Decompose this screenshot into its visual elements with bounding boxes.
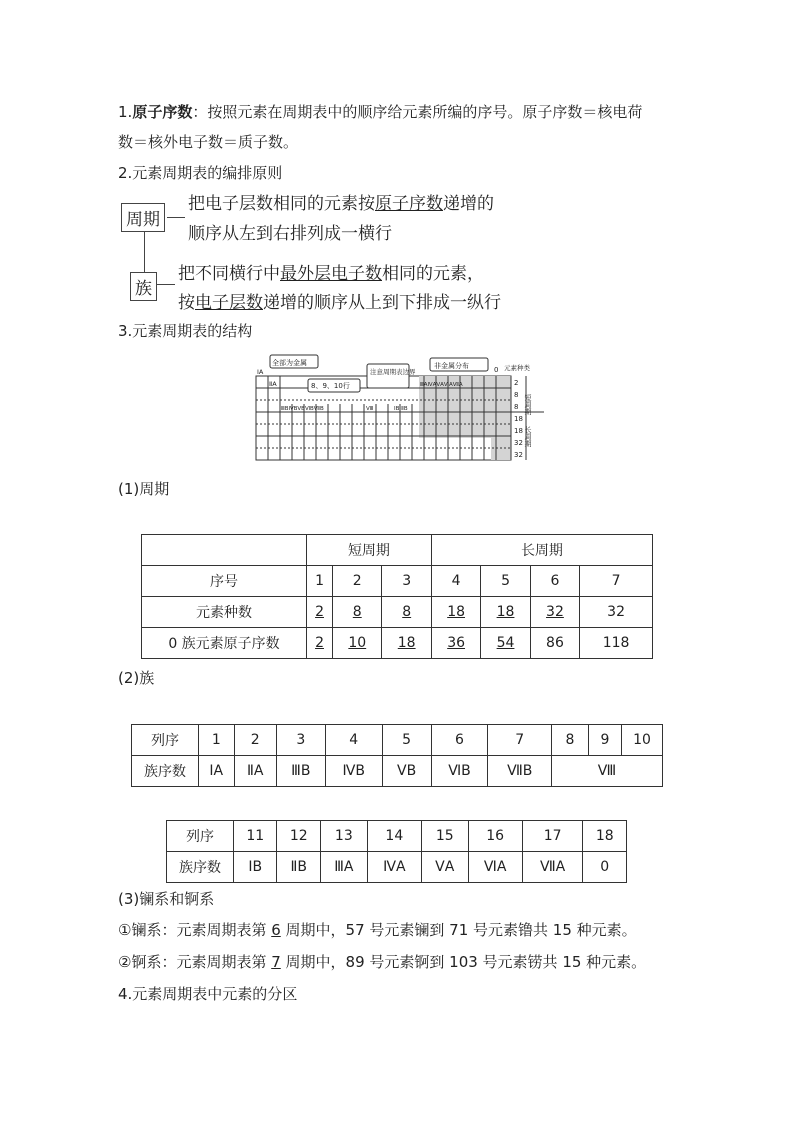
group-table-2 [166, 820, 627, 883]
item2-heading: 2.元素周期表的编排原则 [118, 164, 283, 182]
count-label: 18 [514, 427, 523, 435]
actinide-line: ②锕系：元素周期表第 7 周期中，89 号元素锕到 103 号元素铹共 15 种元素。 [118, 953, 647, 971]
header-long-period: 长周期 [431, 535, 652, 566]
term-atomic-number: 原子序数 [132, 103, 193, 121]
count-label: 8 [514, 391, 519, 399]
group-label-box: 族 [130, 272, 157, 301]
count-label: 32 [514, 439, 523, 447]
period-table [141, 534, 653, 659]
ln-ac-heading: (3)镧系和锕系 [118, 890, 215, 908]
period-rule-line2: 顺序从左到右排列成一横行 [188, 224, 392, 244]
text-zero: 0 [494, 366, 499, 374]
text-b-right: ⅠB ⅡB [394, 406, 408, 412]
group-heading: (2)族 [118, 669, 155, 687]
count-label: 8 [514, 403, 519, 411]
item3-heading: 3.元素周期表的结构 [118, 322, 253, 340]
text-iia: ⅡA [269, 380, 277, 388]
text-a-right: ⅢAⅣAⅤAⅥAⅦA [420, 382, 463, 388]
item1-line2: 数＝核外电子数＝质子数。 [118, 133, 299, 151]
text-nonmetal: 非金属分布 [434, 362, 469, 370]
text-kinds: 元素种类 [504, 364, 530, 372]
connector-vertical [144, 232, 145, 272]
count-label: 18 [514, 415, 523, 423]
item1-line1 [118, 101, 642, 123]
connector-line-2 [157, 284, 175, 285]
period-rule-line1: 把电子层数相同的元素按原子序数递增的 [188, 194, 494, 214]
group-rule-line1: 把不同横行中最外层电子数相同的元素， [178, 264, 484, 284]
table-row: 序号 1 2 3 4 5 6 7 [142, 566, 653, 597]
table-row: 列序 11 12 13 14 15 16 17 18 [167, 821, 627, 852]
text-boundary: 注意周期表边界 [370, 368, 416, 376]
periodic-table-diagram [254, 354, 544, 464]
text-viii: Ⅷ [366, 406, 374, 412]
definition-text: ：按照元素在周期表中的顺序给元素所编的序号。原子序数＝核电荷 [192, 103, 643, 121]
count-label: 2 [514, 379, 519, 387]
text-all-metal: 全部为金属 [272, 359, 307, 367]
text-b-left: ⅢBⅣBⅤBⅥBⅦB [281, 406, 324, 412]
connector-line [167, 217, 185, 218]
text-short-period: 短周期 [524, 394, 532, 415]
item-number: 1. [118, 103, 133, 121]
period-heading: (1)周期 [118, 480, 170, 498]
text-8-9-10: 8、9、10行 [311, 382, 350, 390]
group-table-1 [131, 724, 663, 787]
item4-heading: 4.元素周期表中元素的分区 [118, 985, 298, 1003]
row-label-zero-z: 0 族元素原子序数 [142, 628, 307, 659]
row-label-serial: 序号 [142, 566, 307, 597]
lanthanide-line: ①镧系：元素周期表第 6 周期中，57 号元素镧到 71 号元素镥共 15 种元素。 [118, 921, 637, 939]
header-short-period: 短周期 [307, 535, 432, 566]
group-rule-line2: 按电子层数递增的顺序从上到下排成一纵行 [178, 293, 501, 313]
table-row: 族序数 ⅠB ⅡB ⅢA ⅣA ⅤA ⅥA ⅦA 0 [167, 852, 627, 883]
table-row: 列序 1 2 3 4 5 6 7 8 9 10 [132, 725, 663, 756]
table-row: 0 族元素原子序数 2 10 18 36 54 86 118 [142, 628, 653, 659]
text-long-period: 长周期 [524, 426, 532, 447]
period-label-box: 周期 [121, 203, 165, 232]
table-row: 元素种数 2 8 8 18 18 32 32 [142, 597, 653, 628]
count-label: 32 [514, 451, 523, 459]
table-row: 族序数 ⅠA ⅡA ⅢB ⅣB ⅤB ⅥB ⅦB Ⅷ [132, 756, 663, 787]
row-label-kinds: 元素种数 [142, 597, 307, 628]
text-ia: ⅠA [257, 368, 264, 376]
